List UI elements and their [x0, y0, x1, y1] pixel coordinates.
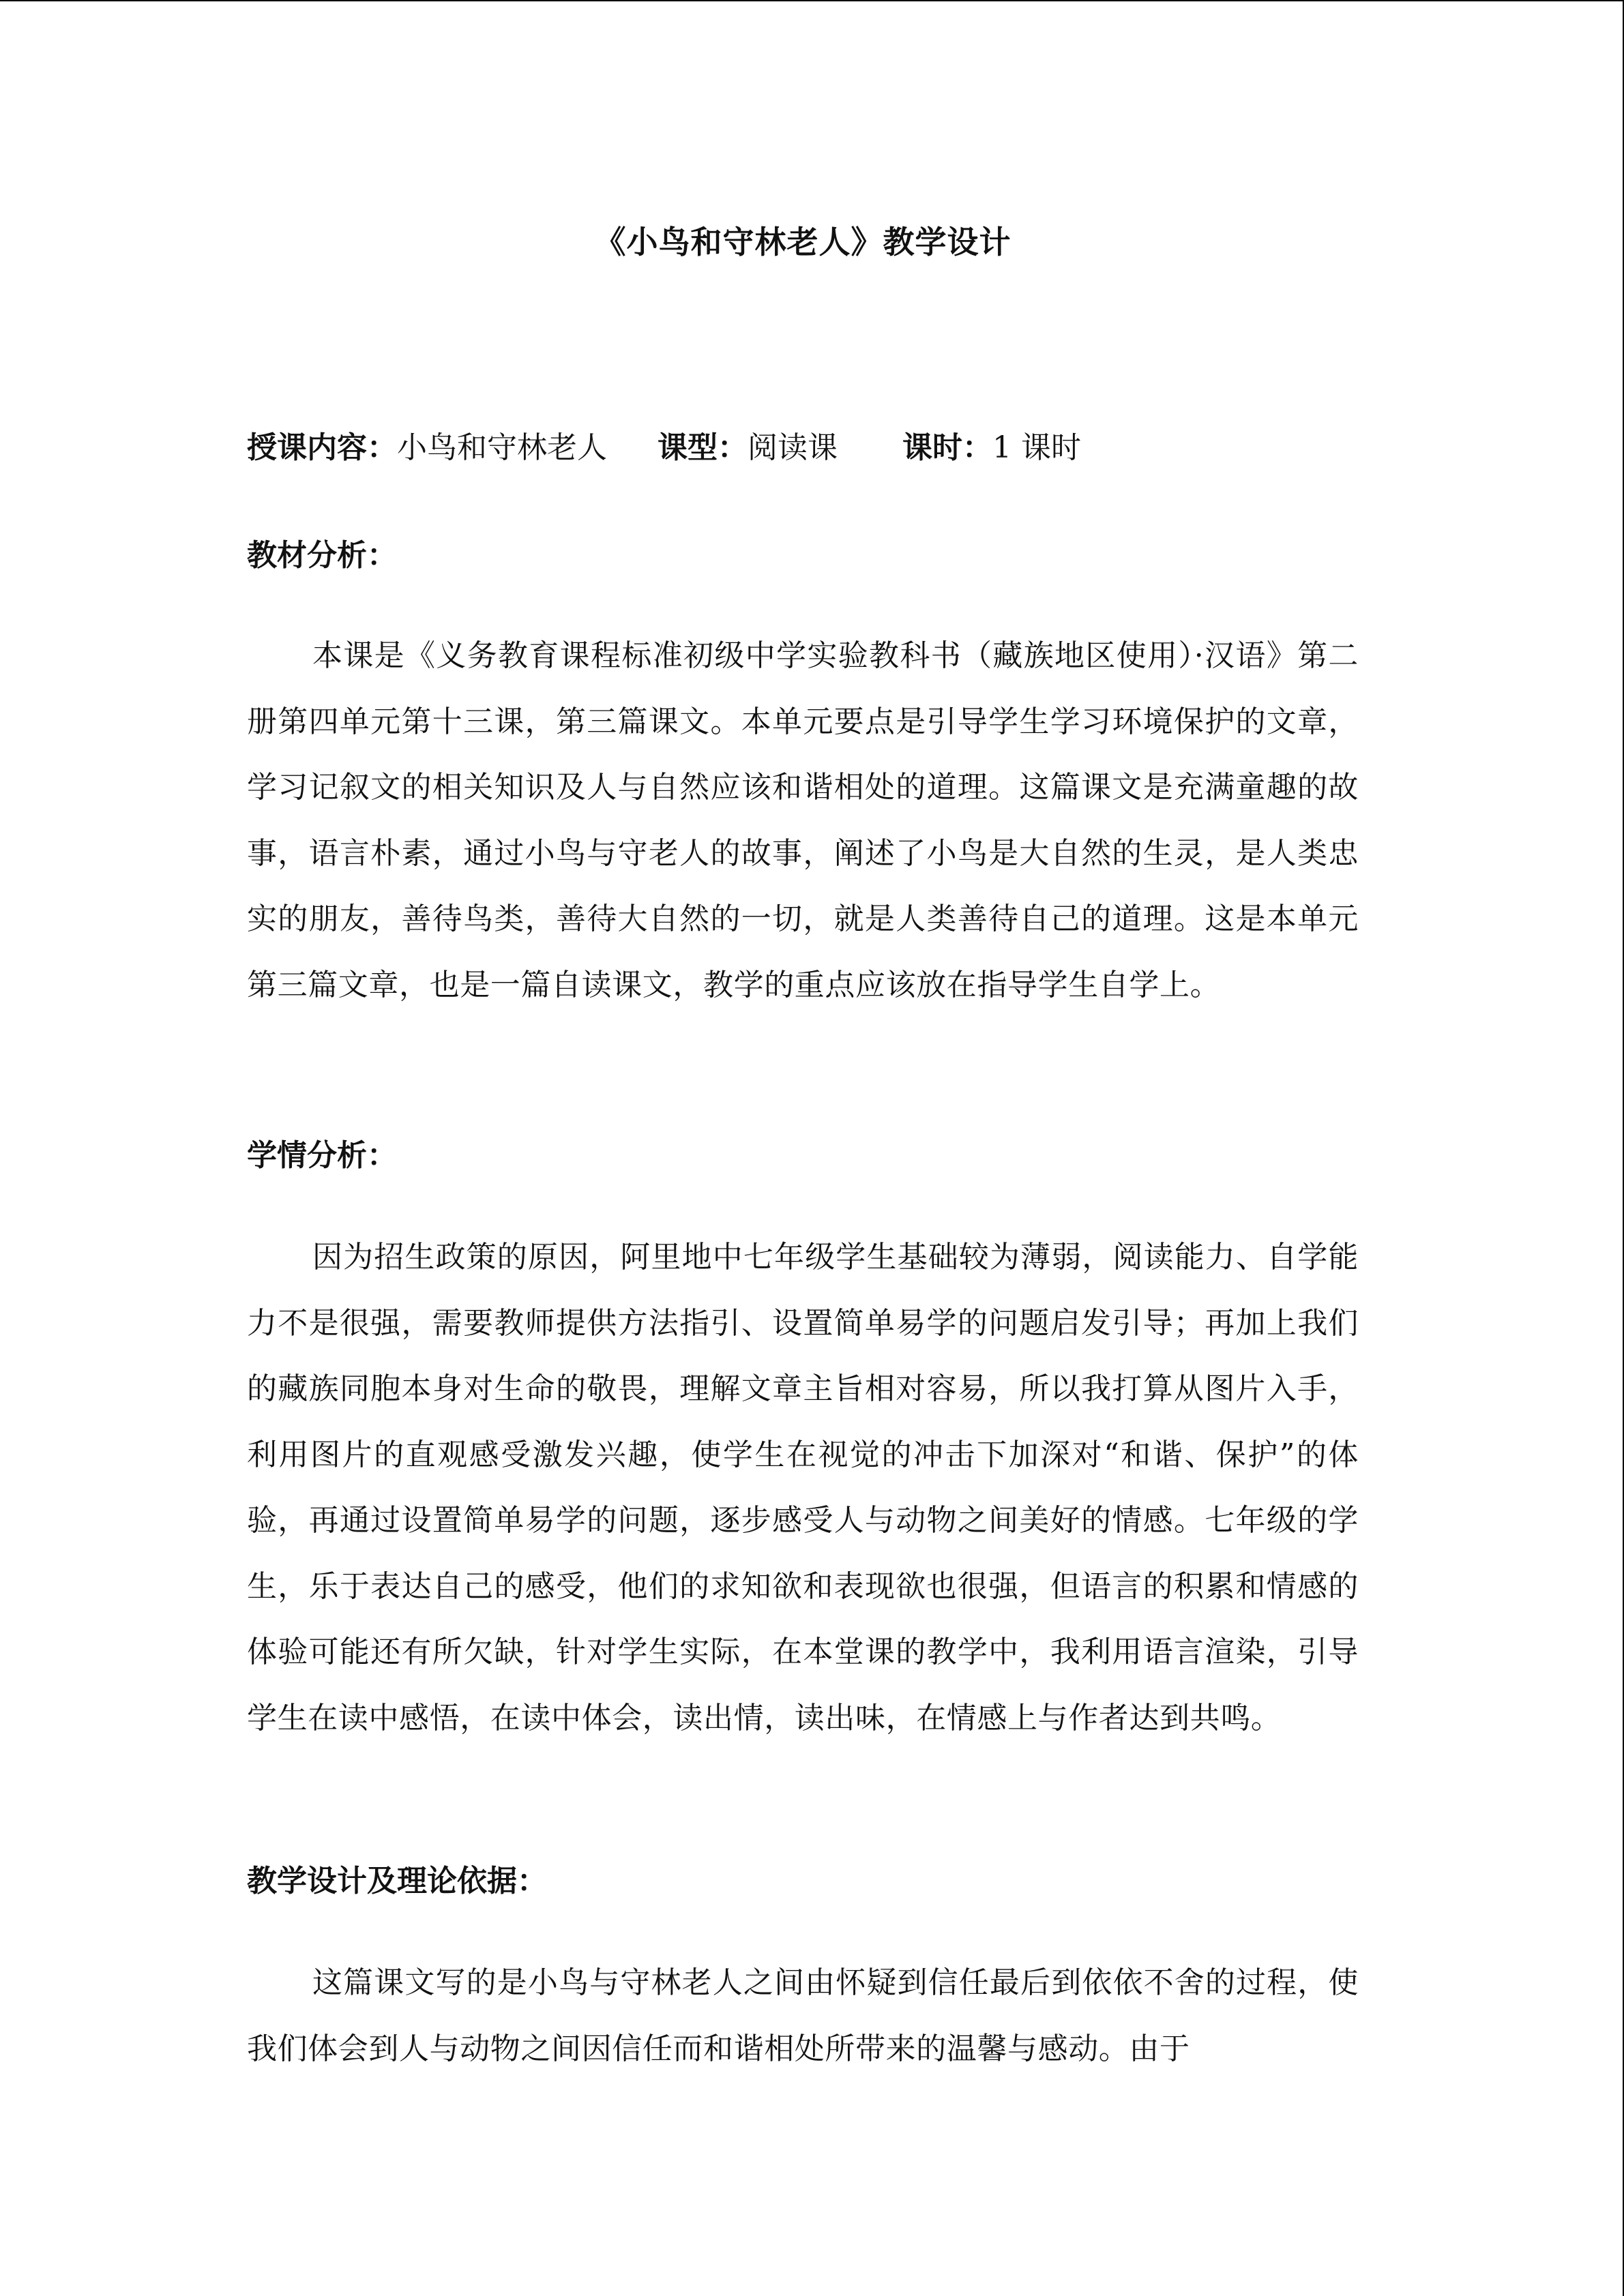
section-paragraph-teaching-design: 这篇课文写的是小鸟与守林老人之间由怀疑到信任最后到依依不舍的过程，使我们体会到人与动物之间因信任而和谐相处所带来的温馨与感动。由于 — [247, 1965, 1359, 2066]
section-heading-teaching-design: 教学设计及理论依据： — [247, 1864, 547, 1898]
document-title: 《小鸟和守林老人》教学设计 — [594, 224, 1012, 260]
period-value: 1 课时 — [992, 430, 1081, 465]
type-value: 阅读课 — [748, 430, 838, 465]
content-value: 小鸟和守林老人 — [397, 430, 607, 465]
lesson-meta-line — [247, 424, 1081, 472]
section-heading-material-analysis: 教材分析： — [247, 538, 397, 573]
section-paragraph-student-analysis: 因为招生政策的原因，阿里地中七年级学生基础较为薄弱，阅读能力、自学能力不是很强，需要教师提供方法指引、设置简单易学的问题启发引导；再加上我们的藏族同胞本身对生命的敬畏，理解文章主旨相对容易，所以我打算从图片入手，利用图片的直观感受激发兴趣，使学生在视觉的冲击下加深对“和谐、保护”的体验，再通过设置简单易学的问题，逐步感受人与动物之间美好的情感。七年级的学生，乐于表达自己的感受，他们的求知欲和表现欲也很强，但语言的积累和情感的体验可能还有所欠缺，针对学生实际，在本堂课的教学中，我利用语言渲染，引导学生在读中感悟，在读中体会，读出情，读出味，在情感上与作者达到共鸣。 — [247, 1240, 1359, 1735]
section-paragraph-material-analysis: 本课是《义务教育课程标准初级中学实验教科书（藏族地区使用）·汉语》第二册第四单元第十三课，第三篇课文。本单元要点是引导学生学习环境保护的文章，学习记叙文的相关知识及人与自然应该和谐相处的道理。这篇课文是充满童趣的故事，语言朴素，通过小鸟与守老人的故事，阐述了小鸟是大自然的生灵，是人类忠实的朋友，善待鸟类，善待大自然的一切，就是人类善待自己的道理。这是本单元第三篇文章，也是一篇自读课文，教学的重点应该放在指导学生自学上。 — [247, 638, 1359, 1002]
section-heading-student-analysis: 学情分析： — [247, 1138, 397, 1173]
type-label: 课型： — [658, 430, 748, 465]
content-label: 授课内容： — [247, 430, 397, 465]
period-label: 课时： — [902, 430, 992, 465]
